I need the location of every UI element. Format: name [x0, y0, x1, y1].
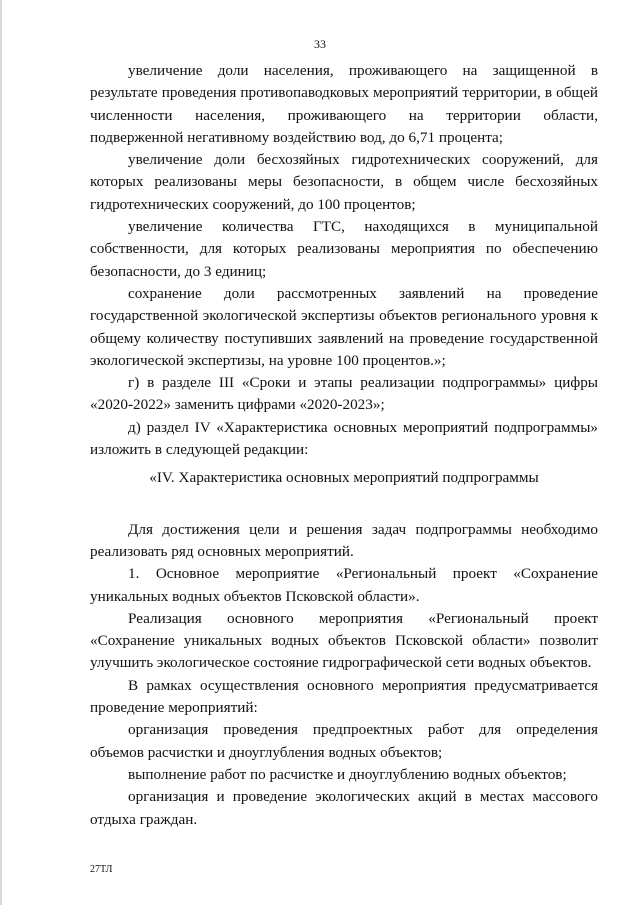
paragraph-implementation: Реализация основного мероприятия «Региональный проект «Сохранение уникальных водных объектов Псковской области» позволит улучшить экологическое состояние гидрографической сети водных объектов.	[90, 609, 598, 672]
paragraph-within-framework: В рамках осуществления основного мероприятия предусматривается проведение мероприятий:	[90, 676, 598, 717]
footer-document-code: 27ТЛ	[90, 864, 113, 875]
section-heading: «IV. Характеристика основных мероприятий подпрограммы	[149, 469, 539, 487]
paragraph-main-activity-1: 1. Основное мероприятие «Региональный проект «Сохранение уникальных водных объектов Псковской области».	[90, 565, 598, 605]
paragraph-amendment-d: д) раздел IV «Характеристика основных мероприятий подпрограммы» изложить в следующей редакции:	[90, 418, 598, 459]
paragraph-intro: Для достижения цели и решения задач подпрограммы необходимо реализовать ряд основных мероприятий.	[90, 520, 598, 560]
paragraph-preproject-works: организация проведения предпроектных работ для определения объемов расчистки и дноуглубления водных объектов;	[90, 721, 598, 761]
document-body	[90, 60, 598, 831]
paragraph-ownerless-structures: увеличение доли бесхозяйных гидротехнических сооружений, для которых реализованы меры безопасности, в общем числе бесхозяйных гидротехнических сооружений, до 100 процентов;	[90, 151, 598, 213]
paragraph-dredging-works: выполнение работ по расчистке и дноуглублению водных объектов;	[128, 765, 567, 783]
paragraph-population-share: увеличение доли населения, проживающего на защищенной в результате проведения противопаводковых мероприятий территории, в общей численности населения, проживающего на территории области, подверженной негативному воздействию вод, до 6,71 процента;	[90, 62, 598, 146]
paragraph-ecological-actions: организация и проведение экологических акций в местах массового отдыха граждан.	[90, 788, 598, 828]
page-edge-divider	[0, 0, 2, 905]
paragraph-amendment-g: г) в разделе III «Сроки и этапы реализации подпрограммы» цифры «2020-2022» заменить цифрами «2020-2023»;	[90, 374, 598, 414]
paragraph-ecological-expertise: сохранение доли рассмотренных заявлений на проведение государственной экологической экспертизы объектов регионального уровня к общему количеству поступивших заявлений на проведение государственной экологической экспертизы, на уровне 100 процентов.»;	[90, 284, 598, 369]
page-number: 33	[314, 37, 326, 51]
paragraph-municipal-gts: увеличение количества ГТС, находящихся в муниципальной собственности, для которых реализованы мероприятия по обеспечению безопасности, до 3 единиц;	[90, 218, 598, 280]
